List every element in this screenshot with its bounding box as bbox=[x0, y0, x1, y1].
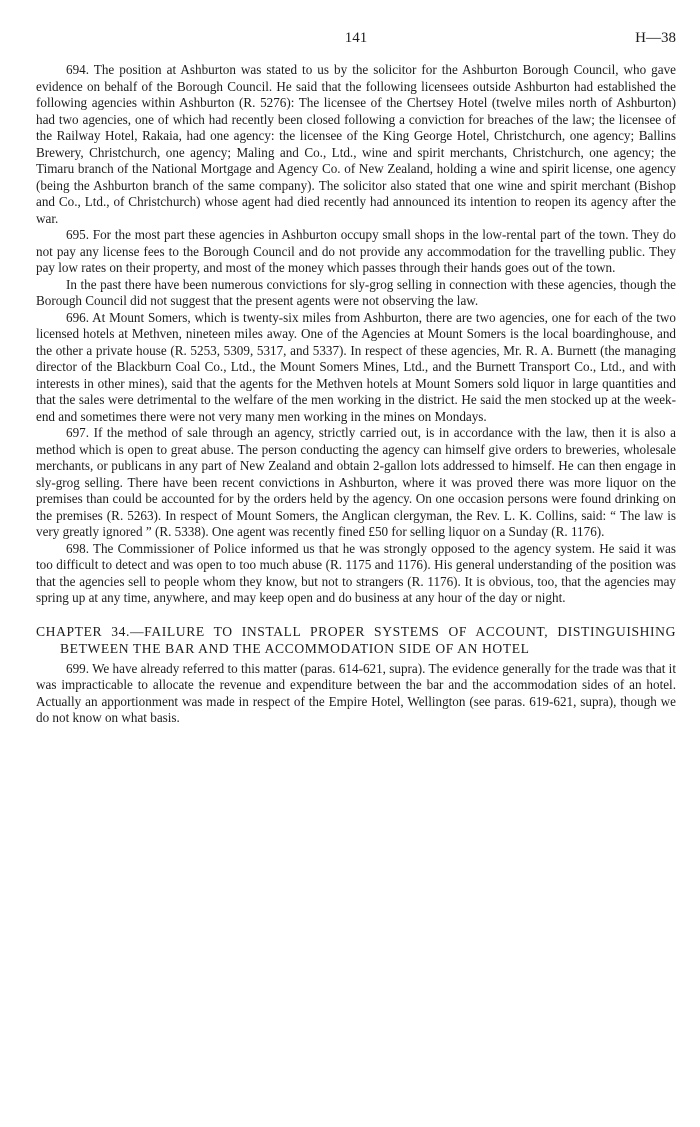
paragraph-695: 695. For the most part these agencies in Ashburton occupy small shops in the low-rental part of the town. They do not pay any license fees to the Borough Council and do not provide any accommodation for the travelling public. They pay low rates on their property, and most of the money which passes through their hands goes out of the town. bbox=[36, 227, 676, 275]
document-reference: H—38 bbox=[635, 30, 676, 46]
paragraph-699: 699. We have already referred to this matter (paras. 614-621, supra). The evidence generally for the trade was that it was impracticable to allocate the revenue and expenditure between the bar and the accommodation sides of an hotel. Actually an apportionment was made in respect of the Empire Hotel, Wellington (see paras. 619-621, supra), though we do not know on what basis. bbox=[36, 660, 676, 725]
paragraph-694: 694. The position at Ashburton was stated to us by the solicitor for the Ashburton Borough Council, who gave evidence on behalf of the Borough Council. He said that the following licensees outside Ashburton had established the following agencies within Ashburton (R. 5276): The licensee of the Chertsey Hotel (twelve miles north of Ashburton) had two agencies, one of which had recently been closed following a conviction for breaches of the law; the licensee of the Railway Hotel, Rakaia, had one agency: the licensee of the King George Hotel, Christchurch, one agency; Ballins Brewery, Christchurch, one agency; Maling and Co., Ltd., wine and spirit merchants, Christchurch, one agency; the Timaru branch of the National Mortgage and Agency Co. of New Zealand, holding a wine and spirit license, one agency (being the Ashburton branch of the same company). The solicitor also stated that one wine and spirit merchant (Bishop and Co., Ltd., of Christchurch) whose agent had died recently had announced its intention to reopen its agency after the war. bbox=[36, 62, 676, 226]
chapter-heading: CHAPTER 34.—FAILURE TO INSTALL PROPER SYSTEMS OF ACCOUNT, DISTINGUISHING BETWEEN THE BAR AND THE ACCOMMODATION SIDE OF AN HOTEL bbox=[36, 623, 676, 656]
paragraph-696: 696. At Mount Somers, which is twenty-six miles from Ashburton, there are two agencies, one for each of the two licensed hotels at Methven, nineteen miles away. One of the Agencies at Mount Somers is the local boardinghouse, and the other a private house (R. 5253, 5309, 5317, and 5337). In respect of these agencies, Mr. R. A. Burnett (the managing director of the Blackburn Coal Co., Ltd., the Mount Somers Mines, Ltd., and the Burnett Transport Co., Ltd., and with interests in other mines), said that the agents for the Methven hotels at Mount Somers sold liquor in large quantities and that the sales were detrimental to the welfare of the men working in the district. He said the men stocked up at the week-end and sometimes there were not very many men working in the mines on Mondays. bbox=[36, 309, 676, 424]
page-header bbox=[36, 30, 676, 52]
paragraph-697: 697. If the method of sale through an agency, strictly carried out, is in accordance with the law, then it is also a method which is open to great abuse. The person conducting the agency can himself give orders to breweries, wholesale merchants, or publicans in any part of New Zealand and obtain 2-gallon lots addressed to himself. He can then engage in sly-grog selling. There have been recent convictions in Ashburton, where it was proved there was more liquor on the premises than could be accounted for by the orders held by the agency. On one occasion persons were found drinking on the premises (R. 5263). In respect of Mount Somers, the Anglican clergyman, the Rev. L. K. Collins, said: “ The law is very greatly ignored ” (R. 5338). One agent was recently fined £50 for selling liquor on a Sunday (R. 1176). bbox=[36, 425, 676, 539]
page-number: 141 bbox=[344, 30, 368, 46]
paragraph-698: 698. The Commissioner of Police informed us that he was strongly opposed to the agency system. He said it was too difficult to detect and was open to too much abuse (R. 1175 and 1176). His general understanding of the position was that the agencies sell to people whom they know, but not to strangers (R. 1176). It is obvious, too, that the agencies may spring up at any time, anywhere, and may keep open and do business at any hour of the day or night. bbox=[36, 540, 676, 605]
paragraph-695-continued: In the past there have been numerous convictions for sly-grog selling in connection with these agencies, though the Borough Council did not suggest that the present agents were not observing the law. bbox=[36, 276, 676, 308]
